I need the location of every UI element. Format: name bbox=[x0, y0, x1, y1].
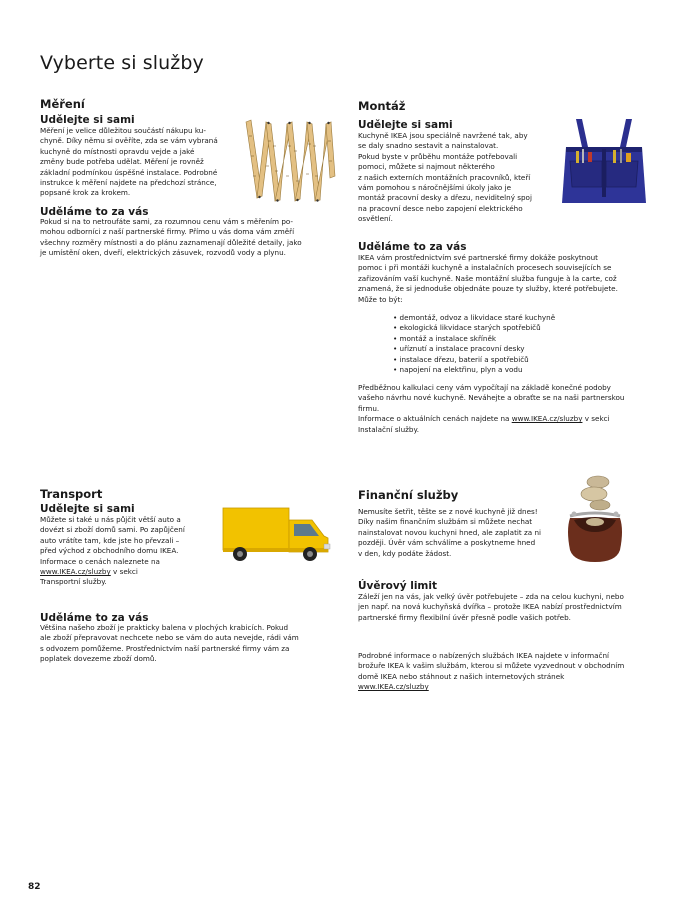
transport-self-text bbox=[40, 515, 220, 588]
text-line: partnerské firmy flexibilní úvěr přesně podle vašich potřeb. bbox=[358, 612, 571, 622]
text-line: Můžete si také u nás půjčit větší auto a bbox=[40, 515, 181, 524]
text-line: jen např. na nová kuchyňská dvířka – protože IKEA nabízí prostřednictvím bbox=[358, 602, 622, 612]
text-line: popsané krok za krokem. bbox=[40, 188, 131, 198]
text-line: Kuchyně IKEA jsou speciálně navržené tak, aby bbox=[358, 131, 528, 140]
text-line bbox=[358, 414, 658, 424]
text-line: z našich externích montážních pracovníků, kteří bbox=[358, 172, 531, 182]
finance-info-text bbox=[358, 651, 658, 693]
text-line: brožuře IKEA k vašim službám, kterou si můžete vyzvednout v obchodním bbox=[358, 661, 625, 671]
finance-text bbox=[358, 507, 558, 559]
text-line: Nemusíte šetřit, těšte se z nové kuchyně již dnes! bbox=[358, 507, 538, 516]
list-item: • instalace dřezu, baterií a spotřebičů bbox=[393, 355, 643, 365]
montaz-self-title: Udělejte si sami bbox=[358, 119, 453, 131]
text-line: domě IKEA nebo stáhnout z našich internetových stránek bbox=[358, 671, 565, 681]
transport-we-title: Uděláme to za vás bbox=[40, 612, 149, 624]
list-item: • uříznutí a instalace pracovní desky bbox=[393, 344, 643, 354]
text-line: Podrobné informace o nabízených službách IKEA najdete v informační bbox=[358, 651, 610, 660]
text-line: Většina našeho zboží je prakticky balena v plochých krabicích. Pokud bbox=[40, 623, 289, 632]
text-line: chyně. Díky němu si ověříte, zda se vám vybraná bbox=[40, 136, 218, 146]
text-line: Transportní služby. bbox=[40, 577, 107, 587]
list-item: • napojení na elektřinu, plyn a vodu bbox=[393, 365, 643, 375]
text-line: IKEA vám prostřednictvím své partnerské firmy dokáže poskytnout bbox=[358, 253, 598, 262]
montaz-services-list bbox=[393, 313, 643, 375]
text-line: před východ z obchodního domu IKEA. bbox=[40, 546, 179, 556]
mereni-self-title: Udělejte si sami bbox=[40, 114, 135, 126]
text-line: zařizováním vaší kuchyně. Naše montážní služba funguje à la carte, což bbox=[358, 273, 617, 283]
mereni-we-text bbox=[40, 217, 340, 259]
list-item: • montáž a instalace skříněk bbox=[393, 334, 643, 344]
text-line: Informace o cenách naleznete na bbox=[40, 556, 160, 566]
text-line: je umístění oken, dveří, elektrických zásuvek, rozvodů vody a plynu. bbox=[40, 248, 286, 258]
info-text: v sekci bbox=[582, 414, 610, 424]
text-line: auto vrátíte tam, kde jste ho převzali – bbox=[40, 535, 180, 545]
folding-ruler-icon bbox=[240, 116, 340, 208]
text-line: firmu. bbox=[358, 403, 380, 413]
info-text: v sekci bbox=[110, 567, 138, 577]
text-line: montáž pracovní desky a dřezu, neviditelný spoj bbox=[358, 193, 532, 203]
text-line: Může to být: bbox=[358, 294, 403, 304]
text-line: Pokud byste v průběhu montáže potřebovali bbox=[358, 151, 518, 161]
text-line: změny bude potřeba udělat. Měření je rovněž bbox=[40, 157, 204, 167]
text-line: znamená, že si jednoduše objednáte pouze ty služby, které potřebujete. bbox=[358, 284, 618, 294]
text-line: všechny rozměry místnosti a do plánu zaznamenají důležité detaily, jako bbox=[40, 237, 302, 247]
text-line: Instalační služby. bbox=[358, 424, 419, 434]
text-line: Záleží jen na vás, jak velký úvěr potřebujete – zda na celou kuchyni, nebo bbox=[358, 592, 624, 601]
text-line: instrukce k měření najdete na předchozí stránce, bbox=[40, 178, 217, 188]
mereni-title: Měření bbox=[40, 97, 85, 111]
text-line: Předběžnou kalkulaci ceny vám vypočítají na základě konečné podoby bbox=[358, 383, 611, 392]
text-line: ale zboží přepravovat nechcete nebo se vám do auta nevejde, rádi vám bbox=[40, 633, 299, 643]
text-line: Díky našim finančním službám si můžete nechat bbox=[358, 517, 533, 527]
text-line bbox=[358, 682, 658, 692]
text-line bbox=[40, 567, 220, 577]
montaz-calc-text bbox=[358, 383, 658, 435]
montaz-we-text bbox=[358, 253, 658, 305]
text-line: na pracovní desce nebo zapojení elektrického bbox=[358, 203, 523, 213]
info-text: Informace o aktuálních cenách najdete na bbox=[358, 414, 512, 424]
coin-purse-icon bbox=[560, 470, 630, 566]
ikea-services-link[interactable]: www.IKEA.cz/sluzby bbox=[511, 414, 583, 424]
montaz-title: Montáž bbox=[358, 99, 406, 113]
transport-we-text bbox=[40, 623, 340, 665]
text-line: poplatek dovezeme zboží domů. bbox=[40, 654, 157, 664]
text-line: základní podmínkou úspěšné instalace. Podrobné bbox=[40, 167, 218, 177]
montaz-self-text bbox=[358, 131, 558, 225]
text-line: se daly snadno sestavit a nainstalovat. bbox=[358, 141, 499, 151]
credit-title: Úvěrový limit bbox=[358, 580, 437, 592]
text-line: později. Úvěr vám schválíme a poskytneme hned bbox=[358, 538, 536, 548]
page-title: Vyberte si služby bbox=[40, 52, 204, 74]
finance-title: Finanční služby bbox=[358, 488, 459, 502]
list-item: • demontáž, odvoz a likvidace staré kuchyně bbox=[393, 313, 643, 323]
text-line: pomoci, můžete si najmout některého bbox=[358, 162, 495, 172]
text-line: dovézt si zboží domů sami. Po zapůjčení bbox=[40, 525, 185, 535]
text-line: kuchyně do místnosti opravdu vejde a jaké bbox=[40, 146, 195, 156]
ikea-services-link[interactable]: www.IKEA.cz/sluzby bbox=[358, 682, 429, 692]
montaz-we-title: Uděláme to za vás bbox=[358, 241, 467, 253]
text-line: vám pomohou s náročnějšími úkoly jako je bbox=[358, 183, 512, 193]
mereni-self-text bbox=[40, 126, 240, 199]
mereni-we-title: Uděláme to za vás bbox=[40, 206, 149, 218]
text-line: Měření je velice důležitou součástí nákupu ku- bbox=[40, 126, 206, 135]
text-line: mohou odborníci z naší partnerské firmy. Přímo u vás doma vám změří bbox=[40, 227, 295, 237]
credit-text bbox=[358, 592, 658, 623]
text-line: vašeho návrhu nové kuchyně. Neváhejte a obraťte se na naši partnerskou bbox=[358, 393, 625, 403]
ikea-services-link[interactable]: www.IKEA.cz/sluzby bbox=[40, 567, 111, 577]
delivery-truck-icon bbox=[220, 504, 335, 564]
text-line: v den, kdy podáte žádost. bbox=[358, 548, 452, 558]
text-line: nainstalovat novou kuchyni hned, ale zaplatit za ni bbox=[358, 527, 542, 537]
text-line: s odvozem pomůžeme. Prostřednictvím naší partnerské firmy vám za bbox=[40, 643, 290, 653]
list-item: • ekologická likvidace starých spotřebičů bbox=[393, 323, 643, 333]
page-number: 82 bbox=[28, 882, 41, 892]
tool-apron-icon bbox=[558, 117, 650, 207]
text-line: osvětlení. bbox=[358, 214, 393, 224]
text-line: Pokud si na to netroufáte sami, za rozumnou cenu vám s měřením po- bbox=[40, 217, 293, 226]
transport-title: Transport bbox=[40, 487, 103, 501]
transport-self-title: Udělejte si sami bbox=[40, 503, 135, 515]
text-line: pomoc i při montáži kuchyně a instalačních procesech souvisejících se bbox=[358, 263, 612, 273]
